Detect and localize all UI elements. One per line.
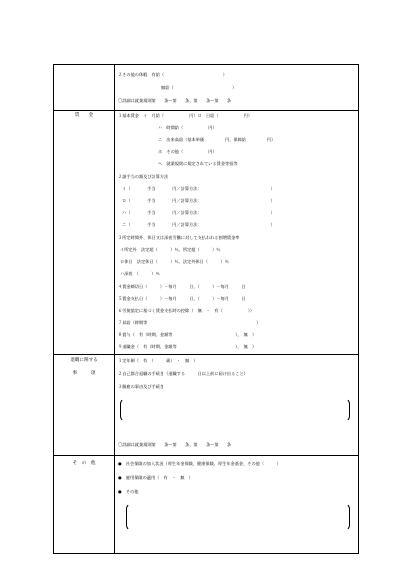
- dismissal-bracket: [120, 398, 350, 422]
- leave-rules-reference: 〇詳細は就業規則第 条～第 条、第 条～第 条: [118, 98, 232, 103]
- others-line: ● 雇用保険の適用（ 有 ・ 無 ）: [118, 475, 193, 480]
- others-label: そ の 他: [72, 461, 96, 466]
- wages-label: 賃 金: [74, 113, 94, 118]
- allowance-line: ハ（ 手当 円／計算方法： ）: [122, 210, 275, 215]
- wage-line: ３所定時間外、休日又は深夜労働に対して支払われる割増賃金率: [118, 235, 240, 240]
- wage-line: ９退職金（ 有（時期、金額等 ）， 無 ）: [118, 344, 257, 349]
- wage-line: ５賃金支払日（ ）－毎月 日、（ ）－毎月 日: [118, 296, 246, 301]
- retirement-line: ３解雇の事由及び手続き: [118, 384, 165, 389]
- other-leave-unpaid: 無給（ ）: [161, 85, 237, 90]
- wage-line: へ 就業規則に規定されている賃金等級等: [158, 161, 238, 166]
- allowance-line: ロ（ 手当 円／計算方法： ）: [122, 198, 275, 203]
- premium-line: ハ深夜 （ ）％: [120, 271, 160, 276]
- premium-line: イ所定外 法定超（ ）％、所定超（ ）％: [120, 247, 221, 252]
- retirement-line: ２自己都合退職の手続き（退職する 日以上前に届け出ること）: [118, 371, 248, 376]
- wage-line: ７昇給（時期等 ）: [118, 320, 261, 325]
- allowance-line: ニ（ 手当 円／計算方法： ）: [122, 222, 275, 227]
- wage-line: ４賃金締切日（ ）－毎月 日、（ ）－毎月 日: [118, 284, 246, 289]
- row-divider: [54, 354, 358, 355]
- retirement-label-2: 事 項: [72, 371, 96, 376]
- row-divider: [54, 455, 358, 456]
- wage-line: １基本賃金 イ 月給（ 円）ロ 日給（ 円）: [118, 113, 253, 118]
- allowance-line: イ（ 手当 円／計算方法： ）: [122, 186, 275, 191]
- wage-line: ６労使協定に基づく賃金支払時の控除（ 無 ・ 有（ ））: [118, 308, 255, 313]
- wage-line: ホ その他（ 円）: [158, 149, 217, 154]
- wage-line: ２諸手当の額及び計算方法: [118, 174, 169, 179]
- row-divider: [54, 110, 358, 111]
- wage-line: ８賞与（ 有（時期、金額等 ）， 無 ）: [118, 332, 257, 337]
- other-leave-paid: ２その他の休暇 有給（ ）: [118, 72, 227, 77]
- wage-line: ハ 時間給（ 円）: [158, 125, 217, 130]
- premium-line: ロ休日 法定休日（ ）％、法定外休日（ ）％: [120, 259, 229, 264]
- others-line: ● その他: [118, 489, 139, 494]
- column-divider: [114, 65, 115, 553]
- retirement-line: １定年制（ 有 （ 歳） ・ 無 ）: [118, 358, 198, 363]
- wage-line: ニ 出来高給（基本単価 円、保障給 円）: [158, 137, 276, 142]
- form-table: [53, 64, 359, 554]
- retirement-rules-reference: 〇詳細は就業規則第 条～第 条、第 条～第 条: [118, 442, 232, 447]
- retirement-label-1: 退職に関する: [70, 358, 98, 363]
- others-bracket: [126, 503, 350, 531]
- others-line: ● 社会保険の加入状況（厚生年金保険、健康保険、厚生年金基金、その他（ ）: [118, 461, 281, 466]
